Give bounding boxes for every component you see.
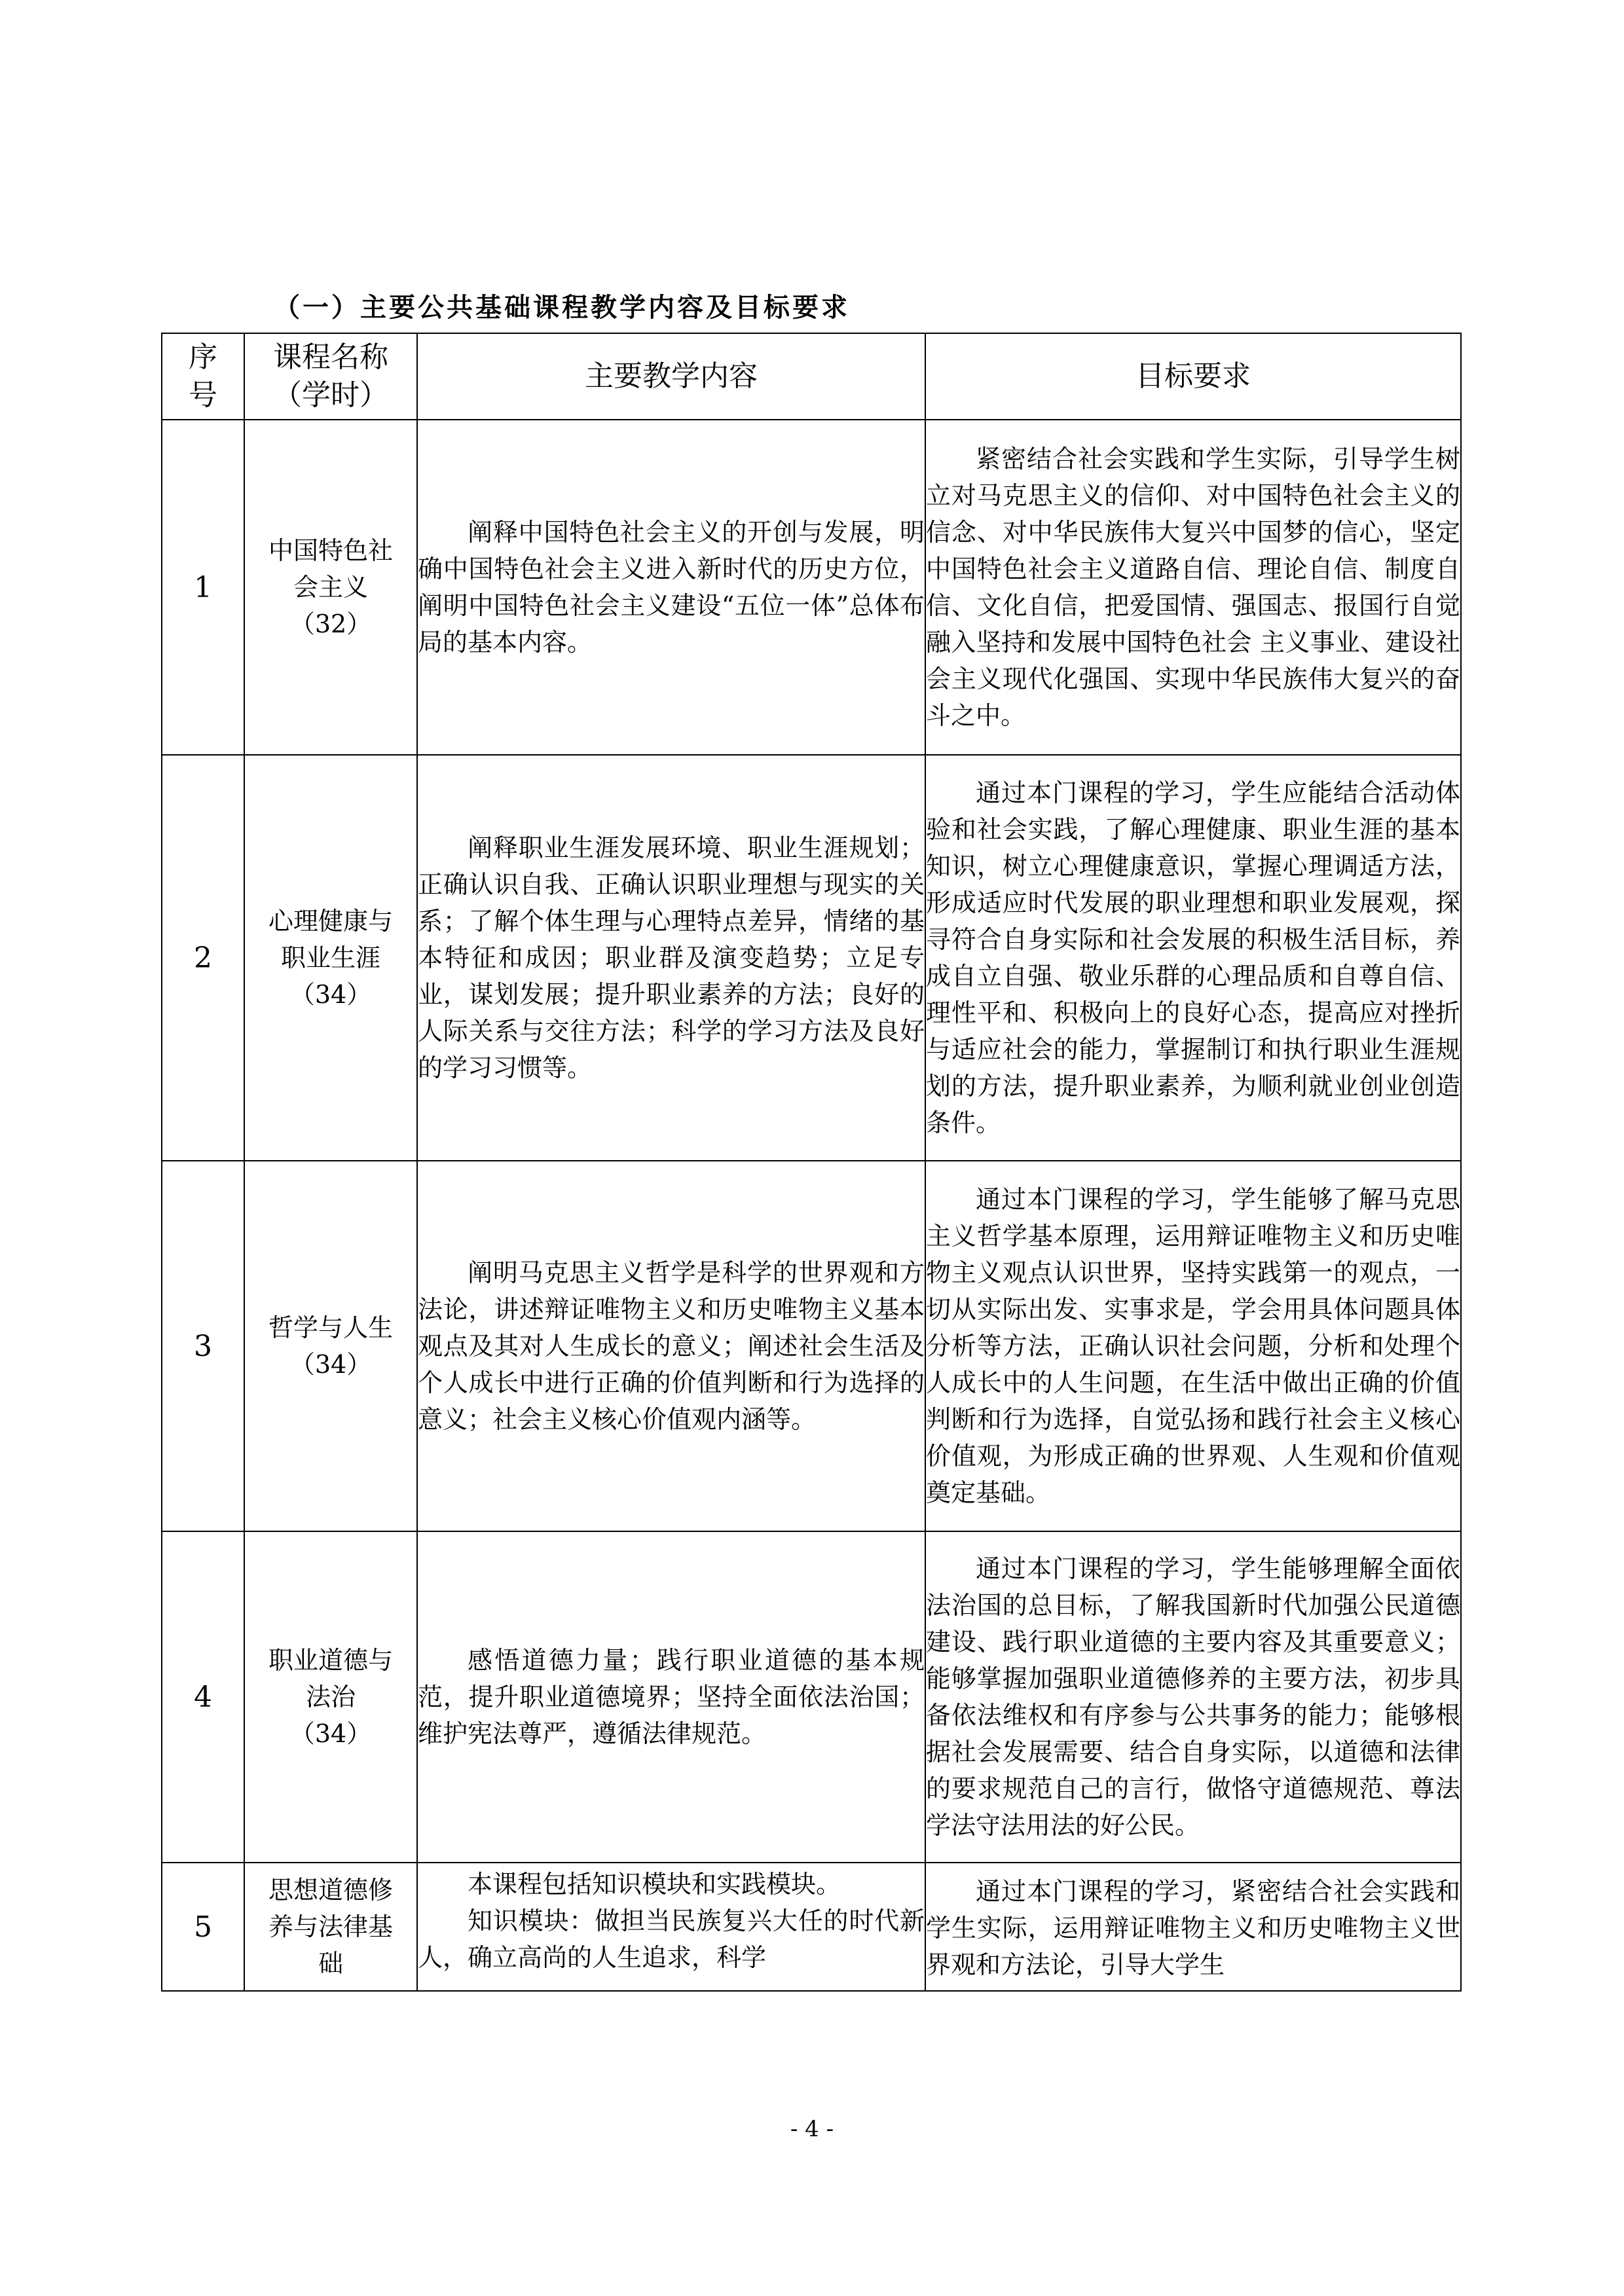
header-index-line: 号 — [189, 378, 217, 412]
course-name — [244, 755, 417, 1161]
content-paragraph: 感悟道德力量；践行职业道德的基本规范，提升职业道德境界；坚持全面依法治国；维护宪法尊严，遵循法律规范。 — [418, 1646, 925, 1748]
goals-paragraph: 紧密结合社会实践和学生实际，引导学生树立对马克思主义的信仰、对中国特色社会主义的信念、对中华民族伟大复兴中国梦的信心，坚定中国特色社会主义道路自信、理论自信、制度自信、文化自信，把爱国情、强国志、报国行自觉融入坚持和发展中国特色社会 主义事业、建设社会主义现代化强国、实现中华民族伟大复兴的奋斗之中。 — [926, 445, 1460, 730]
course-content — [417, 1161, 925, 1531]
content-paragraph: 阐释中国特色社会主义的开创与发展，明确中国特色社会主义进入新时代的历史方位， 阐明中国特色社会主义建设“五位一体”总体布局的基本内容。 — [418, 518, 925, 657]
header-index — [162, 333, 244, 420]
header-course — [244, 333, 417, 420]
page-number: - 4 - — [790, 2116, 834, 2142]
header-content: 主要教学内容 — [417, 333, 925, 420]
table-row — [162, 420, 1461, 755]
course-goals — [925, 1531, 1461, 1863]
goals-paragraph: 通过本门课程的学习，学生能够理解全面依法治国的总目标，了解我国新时代加强公民道德建设、践行职业道德的主要内容及其重要意义；能够掌握加强职业道德修养的主要方法，初步具备依法维权和有序参与公共事务的能力；能够根据社会发展需要、结合自身实际，以道德和法律的要求规范自己的言行，做恪守道德规范、尊法学法守法用法的好公民。 — [926, 1554, 1460, 1840]
row-index: 5 — [162, 1863, 244, 1991]
course-name — [244, 1531, 417, 1863]
course-goals — [925, 420, 1461, 755]
course-content — [417, 755, 925, 1161]
content-paragraph: 本课程包括知识模块和实践模块。 — [468, 1870, 841, 1899]
content-paragraph: 阐释职业生涯发展环境、职业生涯规划；正确认识自我、正确认识职业理想与现实的关系；了解个体生理与心理特点差异，情绪的基本特征和成因；职业群及演变趋势；立足专业，谋划发展；提升职业素养的方法；良好的人际关系与交往方法；科学的学习方法及良好的学习习惯等。 — [418, 833, 925, 1082]
header-index-line: 序 — [189, 340, 217, 374]
row-index: 3 — [162, 1161, 244, 1531]
course-content — [417, 1863, 925, 1991]
course-name-line: 职业生涯 — [280, 943, 380, 972]
course-name-line: 哲学与人生 — [268, 1313, 393, 1342]
course-goals — [925, 755, 1461, 1161]
course-name-line: 职业道德与 — [268, 1646, 393, 1675]
course-content — [417, 420, 925, 755]
course-name — [244, 1161, 417, 1531]
course-goals — [925, 1161, 1461, 1531]
course-name — [244, 420, 417, 755]
course-hours: （32） — [289, 610, 372, 638]
course-table — [161, 333, 1462, 1992]
course-goals — [925, 1863, 1461, 1991]
row-index: 4 — [162, 1531, 244, 1863]
header-course-line: （学时） — [273, 378, 388, 412]
table-header-row — [162, 333, 1461, 420]
course-name-line: 思想道德修 — [268, 1876, 393, 1904]
course-hours: （34） — [289, 1350, 372, 1379]
row-index: 2 — [162, 755, 244, 1161]
table-row — [162, 755, 1461, 1161]
table-row — [162, 1161, 1461, 1531]
table-row — [162, 1863, 1461, 1991]
section-title: （一）主要公共基础课程教学内容及目标要求 — [274, 292, 850, 323]
course-content — [417, 1531, 925, 1863]
goals-paragraph: 通过本门课程的学习，学生能够了解马克思主义哲学基本原理，运用辩证唯物主义和历史唯物主义观点认识世界，坚持实践第一的观点，一切从实际出发、实事求是，学会用具体问题具体分析等方法，正确认识社会问题，分析和处理个人成长中的人生问题，在生活中做出正确的价值判断和行为选择，自觉弘扬和践行社会主义核心价值观，为形成正确的世界观、人生观和价值观奠定基础。 — [926, 1185, 1460, 1507]
course-hours: （34） — [289, 980, 372, 1009]
course-hours: （34） — [289, 1719, 372, 1748]
header-goals: 目标要求 — [925, 333, 1461, 420]
course-name-line: 础 — [318, 1949, 343, 1978]
course-name-line: 中国特色社 — [268, 536, 393, 565]
goals-paragraph: 通过本门课程的学习，紧密结合社会实践和学生实际，运用辩证唯物主义和历史唯物主义世界观和方法论，引导大学生 — [926, 1877, 1460, 1979]
course-name-line: 养与法律基 — [268, 1912, 393, 1941]
table-row — [162, 1531, 1461, 1863]
course-name-line: 心理健康与 — [268, 907, 393, 936]
course-name-line: 会主义 — [293, 573, 368, 602]
content-paragraph: 阐明马克思主义哲学是科学的世界观和方法论，讲述辩证唯物主义和历史唯物主义基本观点及其对人生成长的意义；阐述社会生活及个人成长中进行正确的价值判断和行为选择的意义；社会主义核心价值观内涵等。 — [418, 1258, 925, 1434]
goals-paragraph: 通过本门课程的学习，学生应能结合活动体验和社会实践，了解心理健康、职业生涯的基本知识，树立心理健康意识，掌握心理调适方法，形成适应时代发展的职业理想和职业发展观，探寻符合自身实际和社会发展的积极生活目标，养成自立自强、敬业乐群的心理品质和自尊自信、理性平和、积极向上的良好心态，提高应对挫折与适应社会的能力，掌握制订和执行职业生涯规划的方法，提升职业素养，为顺利就业创业创造条件。 — [926, 778, 1460, 1137]
course-name-line: 法治 — [305, 1683, 356, 1711]
row-index: 1 — [162, 420, 244, 755]
content-paragraph: 知识模块：做担当民族复兴大任的时代新人，确立高尚的人生追求，科学 — [418, 1906, 925, 1972]
course-name — [244, 1863, 417, 1991]
header-course-line: 课程名称 — [273, 340, 388, 374]
